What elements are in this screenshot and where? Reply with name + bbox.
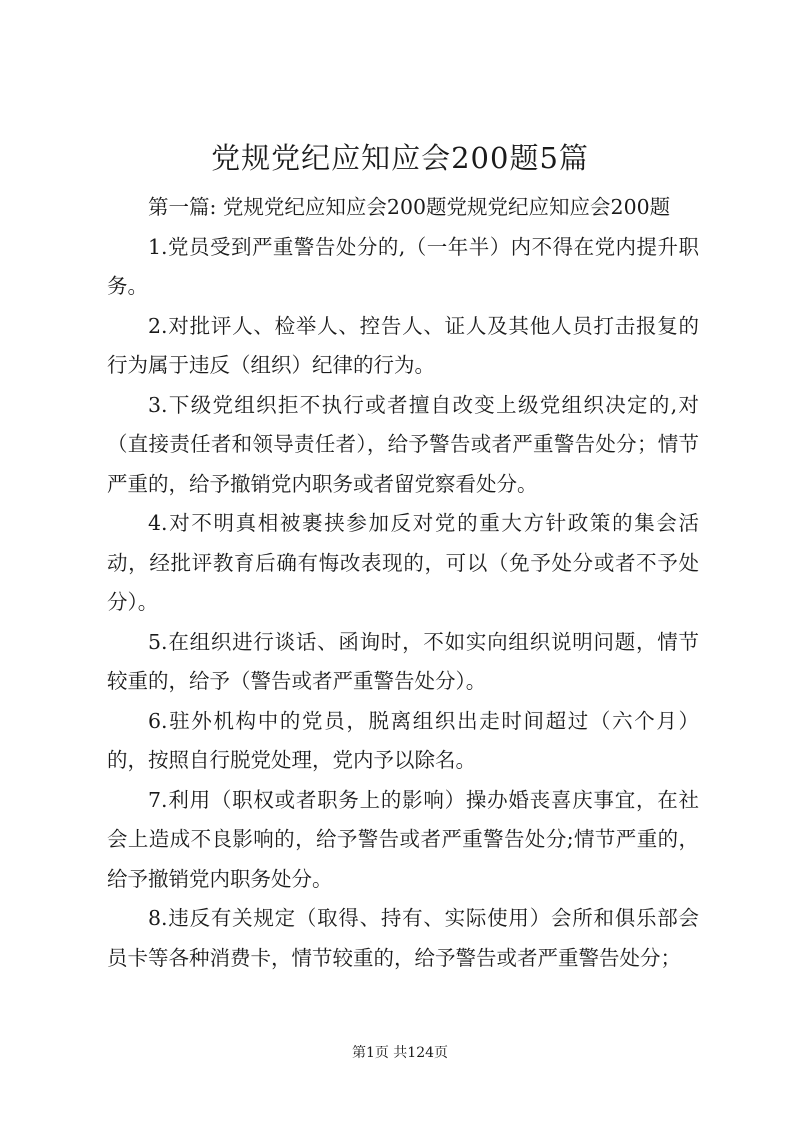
paragraph-item-2: 2.对批评人、检举人、控告人、证人及其他人员打击报复的行为属于违反（组织）纪律的行为。 [107,313,699,377]
document-title: 党规党纪应知应会200题5篇 [211,141,589,175]
paragraph-item-7: 7.利用（职权或者职务上的影响）操办婚丧喜庆事宜，在社会上造成不良影响的，给予警告或者严重警告处分;情节严重的，给予撤销党内职务处分。 [107,787,699,891]
paragraph-item-3: 3.下级党组织拒不执行或者擅自改变上级党组织决定的,对（直接责任者和领导责任者），给予警告或者严重警告处分；情节严重的，给予撤销党内职务或者留党察看处分。 [107,392,699,496]
paragraph-item-8: 8.违反有关规定（取得、持有、实际使用）会所和俱乐部会员卡等各种消费卡，情节较重的，给予警告或者严重警告处分； [107,906,699,970]
paragraph-item-5: 5.在组织进行谈话、函询时，不如实向组织说明问题，情节较重的，给予（警告或者严重警告处分）。 [107,629,699,693]
document-body [107,188,699,978]
paragraph-heading: 第一篇: 党规党纪应知应会200题党规党纪应知应会200题 [148,195,671,219]
page-footer: 第1页 共124页 [351,1045,449,1061]
paragraph-item-4: 4.对不明真相被裹挟参加反对党的重大方针政策的集会活动，经批评教育后确有悔改表现的，可以（免予处分或者不予处分）。 [107,511,699,614]
paragraph-item-1: 1.党员受到严重警告处分的,（一年半）内不得在党内提升职务。 [107,234,699,298]
paragraph-item-6: 6.驻外机构中的党员，脱离组织出走时间超过（六个月）的，按照自行脱党处理，党内予以除名。 [107,708,699,772]
